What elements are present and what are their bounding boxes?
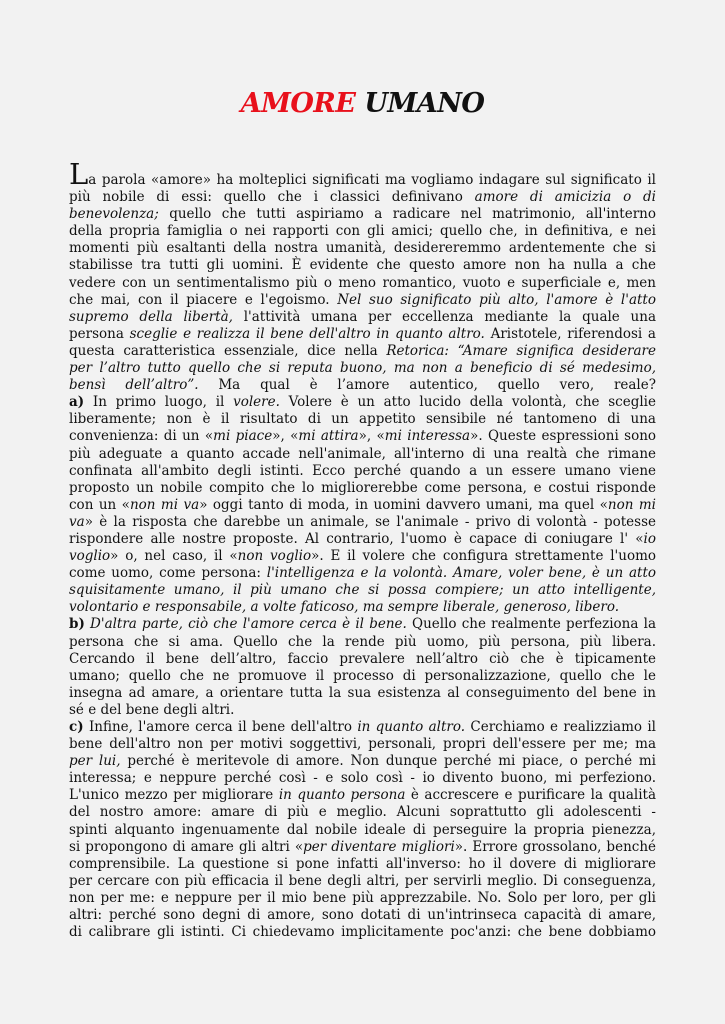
- section-marker: a): [69, 394, 85, 411]
- italic-text: in quanto persona: [278, 787, 406, 804]
- text-line: [69, 736, 656, 753]
- text-line: [69, 634, 656, 651]
- text-line: [69, 822, 656, 839]
- text-run: Aristotele, riferendosi a: [484, 325, 656, 342]
- text-run: è accrescere e purificare la qualità: [405, 787, 656, 804]
- text-run: umano; quello che ne promuove il processo di personalizzazione, quello che le: [69, 667, 656, 684]
- italic-text: non mi va: [129, 496, 200, 513]
- text-run: » o, nel caso, il «: [110, 548, 238, 565]
- text-line: [69, 890, 656, 907]
- text-line: [69, 548, 656, 565]
- text-run: per cercare con più efficacia il bene degli altri, per servirli meglio. Di conseguenza,: [69, 872, 656, 889]
- text-line: [69, 924, 656, 941]
- italic-text: volere.: [233, 394, 280, 411]
- italic-text: Nel suo significato più alto, l'amore è l'atto: [337, 291, 656, 308]
- text-line: [69, 309, 656, 326]
- text-line: [69, 651, 656, 668]
- italic-text: non voglio: [237, 548, 312, 565]
- section-marker: b): [69, 616, 85, 633]
- text-run: ». E il volere che configura strettamente l'uomo: [311, 548, 656, 565]
- text-line: [69, 856, 656, 873]
- text-run: convenienza: di un «: [69, 428, 214, 445]
- text-line: [69, 377, 656, 394]
- drop-cap: L: [69, 157, 89, 191]
- text-line: [69, 531, 656, 548]
- text-line: [69, 257, 656, 274]
- text-run: », «: [272, 428, 299, 445]
- italic-text: non mi: [607, 496, 656, 513]
- text-run: di calibrare gli istinti. Ci chiedevamo implicitamente poc'anzi: che bene dobbiamo: [69, 924, 656, 941]
- text-line: [69, 616, 656, 633]
- italic-text: mi piace: [213, 428, 273, 445]
- italic-text: volontario e responsabile, a volte faticoso, ma sempre liberale, generoso, libero.: [69, 599, 620, 616]
- text-run: Quello che realmente perfeziona la: [406, 616, 656, 633]
- text-line: [69, 565, 656, 582]
- italic-text: per l’altro tutto quello che si reputa buono, ma non a beneficio di sé medesimo,: [69, 360, 656, 377]
- text-run: vedere con un sentimentalismo più o meno romantico, vuoto e superficiale e, men: [69, 274, 656, 291]
- italic-text: benevolenza;: [69, 206, 159, 223]
- title-word-amore: AMORE: [240, 88, 356, 119]
- italic-text: in quanto altro.: [357, 719, 466, 735]
- text-line: [69, 753, 656, 770]
- text-run: Volere è un atto lucido della volontà, che sceglie: [279, 394, 656, 411]
- text-run: comprensibile. La questione si pone infatti all'inverso: ho il dovere di migliorare: [69, 855, 656, 872]
- page-title: [0, 88, 725, 119]
- text-line: [69, 463, 656, 480]
- text-run: più adeguate a quanto accade nell'animale, all'interno di una realtà che rimane: [69, 445, 656, 462]
- italic-text: squisitamente umano, il più umano che si possa compiere; un atto intelligente,: [69, 582, 656, 599]
- title-word-umano: UMANO: [364, 88, 485, 119]
- text-run: persona che si ama. Quello che la rende più uomo, più persona, più libera.: [69, 633, 656, 650]
- text-line: [69, 275, 656, 292]
- text-run: ». Errore grossolano, benché: [454, 838, 657, 855]
- text-line: [69, 157, 656, 191]
- body-text: [69, 157, 657, 941]
- text-line: [69, 770, 656, 787]
- text-run: », «: [358, 428, 385, 445]
- italic-text: bensì dell’altro”.: [69, 377, 199, 394]
- text-line: [69, 839, 656, 856]
- text-run: ». Queste espressioni sono: [470, 428, 657, 445]
- text-line: [69, 480, 656, 497]
- italic-text: l'intelligenza e la volontà. Amare, voler bene, è un atto: [266, 565, 657, 582]
- text-line: [69, 189, 656, 206]
- text-line: [69, 907, 656, 924]
- text-run: Ma qual è l’amore autentico, quello vero, reale?: [198, 377, 656, 394]
- text-run: » oggi tanto di moda, in uomini davvero umani, ma quel «: [199, 496, 608, 513]
- text-line: [69, 206, 656, 223]
- text-line: [69, 497, 656, 514]
- italic-text: mi interessa: [384, 428, 471, 445]
- italic-text: io: [643, 530, 656, 547]
- text-line: [69, 326, 656, 343]
- text-run: rispondere alle nostre proposte. Al contrario, l'uomo è capace di coniugare l' «: [69, 530, 644, 547]
- text-run: » è la risposta che darebbe un animale, se l'animale - privo di volontà - potesse: [84, 513, 656, 530]
- italic-text: D'altra parte, ciò che l'amore cerca è il bene.: [90, 616, 407, 633]
- text-run: perché è meritevole di amore. Non dunque perché mi piace, o perché mi: [120, 753, 656, 770]
- text-run: più nobile di essi: quello che i classici definivano: [69, 189, 475, 206]
- text-line: [69, 411, 656, 428]
- text-run: a parola «amore» ha molteplici significati ma vogliamo indagare sul significato il: [88, 172, 656, 188]
- text-line: [69, 599, 656, 616]
- text-run: proposto un nobile compito che lo migliorerebbe come persona, e costui risponde: [69, 479, 656, 496]
- text-line: [69, 360, 656, 377]
- text-run: persona: [69, 325, 130, 342]
- text-line: [69, 292, 656, 309]
- text-run: confinata all'ambito degli istinti. Ecco perché quando a un essere umano viene: [69, 462, 656, 479]
- text-line: [69, 223, 656, 240]
- text-run: si propongono di amare gli altri «: [69, 838, 304, 855]
- section-marker: c): [69, 719, 84, 735]
- text-run: Cercando il bene dell’altro, faccio prevalere nell’altro ciò che è tipicamente: [69, 650, 656, 667]
- text-run: bene dell'altro non per motivi soggettivi, personali, propri dell'essere per me; ma: [69, 736, 656, 753]
- italic-text: mi attira: [298, 428, 359, 445]
- text-run: Cerchiamo e realizziamo il: [465, 719, 656, 735]
- text-line: [69, 787, 656, 804]
- italic-text: va: [69, 513, 85, 530]
- text-line: [69, 685, 656, 702]
- text-run: quello che tutti aspiriamo a radicare nel matrimonio, all'interno: [158, 206, 656, 223]
- text-run: In primo luogo, il: [84, 394, 234, 411]
- text-run: L'unico mezzo per migliorare: [69, 787, 279, 804]
- text-run: Infine, l'amore cerca il bene dell'altro: [83, 719, 358, 735]
- text-run: l'attività umana per eccellenza mediante la quale una: [232, 308, 656, 325]
- text-run: che mai, con il piacere e l'egoismo.: [69, 291, 338, 308]
- text-run: con un «: [69, 496, 130, 513]
- text-run: questa caratteristica essenziale, dice nella: [69, 342, 387, 359]
- text-line: [69, 446, 656, 463]
- italic-text: per diventare migliori: [303, 838, 455, 855]
- text-run: liberamente; non è il risultato di un appetito sensibile né tantomeno di una: [69, 411, 656, 428]
- text-line: [69, 343, 656, 360]
- text-run: altri: perché sono degni di amore, sono dotati di un'intrinseca capacità di amare,: [69, 907, 656, 924]
- text-line: [69, 668, 656, 685]
- text-line: [69, 719, 656, 736]
- italic-text: sceglie e realizza il bene dell'altro in quanto altro.: [129, 325, 485, 342]
- text-line: [69, 514, 656, 531]
- italic-text: voglio: [69, 548, 111, 565]
- text-line: [69, 702, 656, 719]
- text-run: momenti più esaltanti della nostra umanità, desidereremmo ardentemente che si: [69, 240, 656, 257]
- text-run: sé e del bene degli altri.: [69, 701, 235, 718]
- italic-text: per lui,: [69, 753, 121, 770]
- text-run: insegna ad amare, a orientare tutta la sua esistenza al conseguimento del bene in: [69, 684, 656, 701]
- text-line: [69, 394, 656, 411]
- text-run: della propria famiglia o nei rapporti con gli amici; quello che, in definitiva, e nei: [69, 223, 656, 240]
- text-run: del nostro amore: amare di più e meglio. Alcuni soprattutto gli adolescenti -: [69, 804, 656, 821]
- text-run: come uomo, come persona:: [69, 565, 267, 582]
- italic-text: Retorica: “Amare significa desiderare: [386, 342, 656, 359]
- text-run: interessa; e neppure perché così - e solo così - io divento buono, mi perfeziono.: [69, 770, 656, 787]
- text-run: spinti alquanto ingenuamente dal nobile ideale di perseguire la propria pienezza,: [69, 821, 656, 838]
- text-line: [69, 582, 656, 599]
- italic-text: amore di amicizia o di: [474, 189, 656, 206]
- text-line: [69, 804, 656, 821]
- text-run: stabilisse tra tutti gli uomini. È evidente che questo amore non ha nulla a che: [69, 257, 656, 274]
- italic-text: supremo della libertà,: [69, 308, 233, 325]
- text-run: non per me: e neppure per il mio bene più apprezzabile. No. Solo per loro, per gli: [69, 889, 656, 906]
- text-line: [69, 428, 656, 445]
- text-line: [69, 240, 656, 257]
- text-line: [69, 873, 656, 890]
